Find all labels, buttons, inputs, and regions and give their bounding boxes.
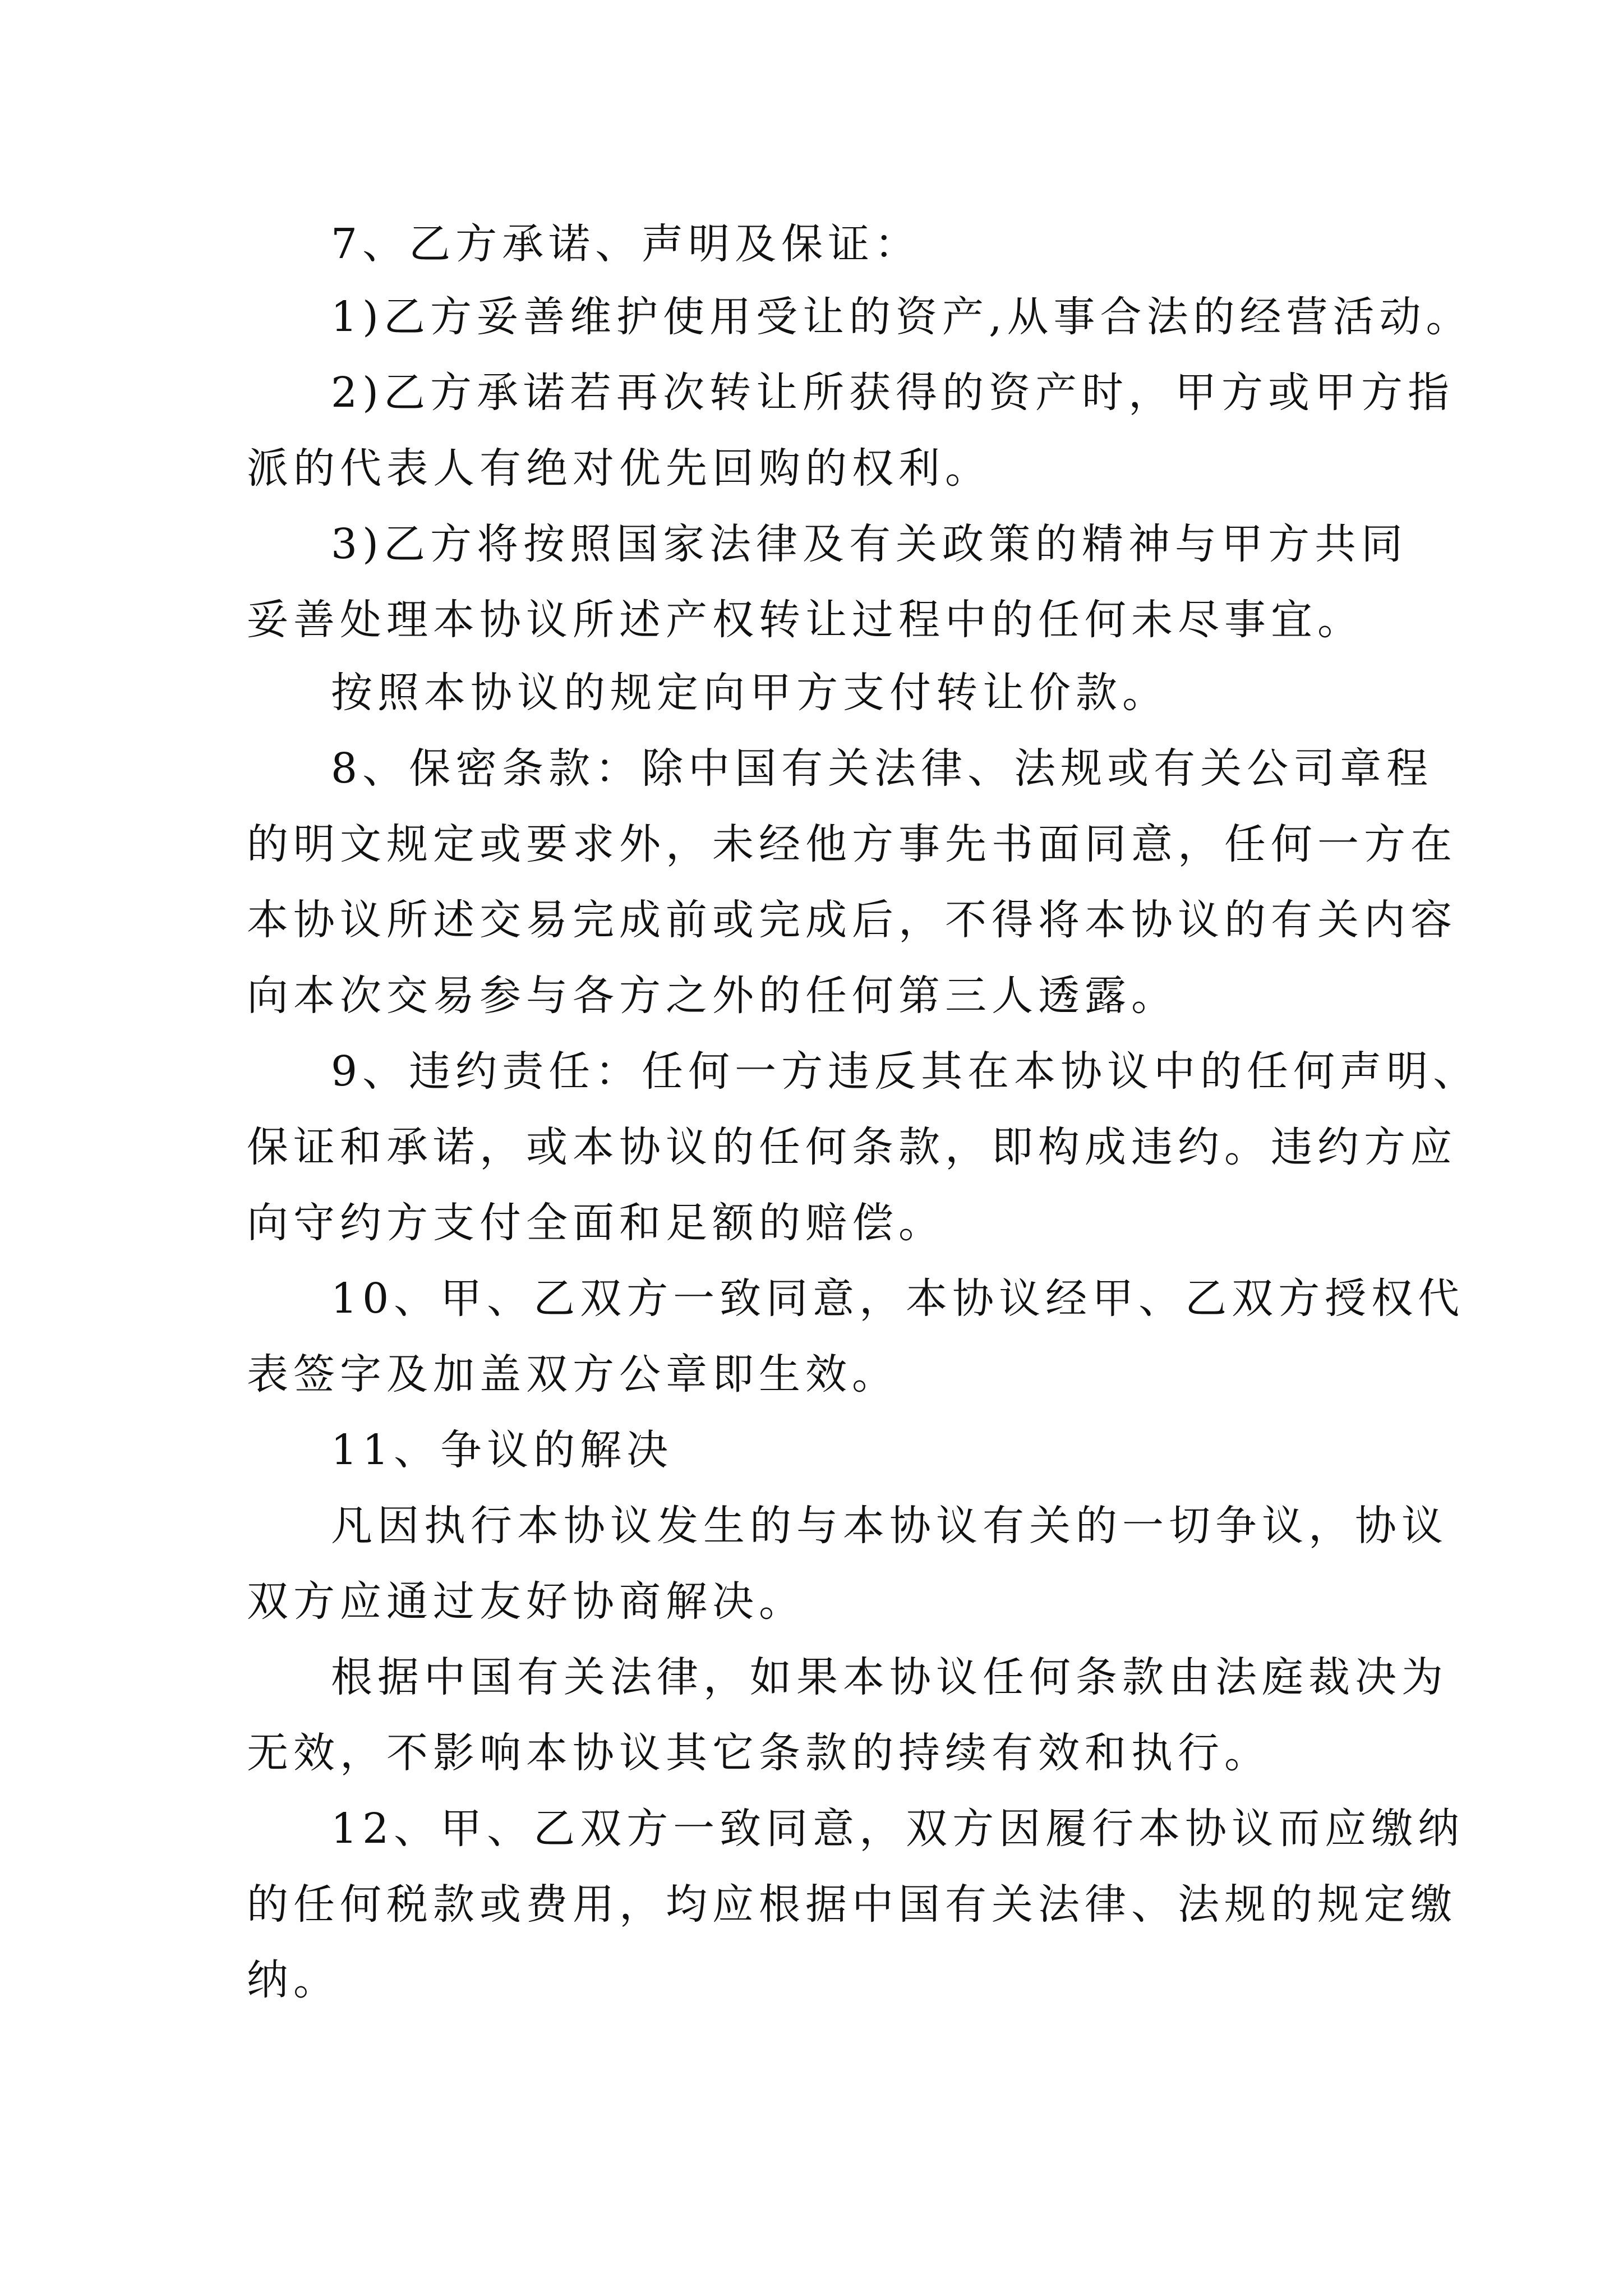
clause-11-heading: 11、争议的解决 <box>331 1426 674 1474</box>
clause-11-para-1-line-1: 凡因执行本协议发生的与本协议有关的一切争议，协议 <box>331 1502 1448 1550</box>
clause-11-para-1-line-2: 双方应通过友好协商解决。 <box>247 1577 805 1626</box>
clause-7-item-3-line-1: 3)乙方将按照国家法律及有关政策的精神与甲方共同 <box>331 520 1408 568</box>
clause-9-line-3: 向守约方支付全面和足额的赔偿。 <box>247 1199 945 1247</box>
clause-7-heading: 7、乙方承诺、声明及保证： <box>331 220 921 268</box>
clause-7-item-3-line-2: 妥善处理本协议所述产权转让过程中的任何未尽事宜。 <box>247 596 1364 644</box>
clause-8-line-4: 向本次交易参与各方之外的任何第三人透露。 <box>247 972 1178 1020</box>
clause-7-item-1: 1)乙方妥善维护使用受让的资产,从事合法的经营活动。 <box>331 293 1473 341</box>
clause-12-line-3: 纳。 <box>247 1956 340 2004</box>
payment-paragraph: 按照本协议的规定向甲方支付转让价款。 <box>331 669 1169 717</box>
clause-11-para-2-line-1: 根据中国有关法律，如果本协议任何条款由法庭裁决为 <box>331 1653 1448 1701</box>
clause-8-line-1: 8、保密条款：除中国有关法律、法规或有关公司章程 <box>331 744 1433 793</box>
clause-10-line-1: 10、甲、乙双方一致同意，本协议经甲、乙双方授权代 <box>331 1274 1465 1323</box>
clause-12-line-1: 12、甲、乙双方一致同意，双方因履行本协议而应缴纳 <box>331 1805 1465 1853</box>
clause-8-line-2: 的明文规定或要求外，未经他方事先书面同意，任何一方在 <box>247 820 1457 868</box>
clause-10-line-2: 表签字及加盖双方公章即生效。 <box>247 1350 898 1398</box>
clause-7-item-2-line-2: 派的代表人有绝对优先回购的权利。 <box>247 444 992 493</box>
clause-12-line-2: 的任何税款或费用，均应根据中国有关法律、法规的规定缴 <box>247 1880 1457 1929</box>
clause-11-para-2-line-2: 无效，不影响本协议其它条款的持续有效和执行。 <box>247 1729 1271 1777</box>
clause-8-line-3: 本协议所述交易完成前或完成后，不得将本协议的有关内容 <box>247 896 1457 944</box>
clause-7-item-2-line-1: 2)乙方承诺若再次转让所获得的资产时，甲方或甲方指 <box>331 369 1454 417</box>
clause-9-line-1: 9、违约责任：任何一方违反其在本协议中的任何声明、 <box>331 1047 1480 1096</box>
clause-9-line-2: 保证和承诺，或本协议的任何条款，即构成违约。违约方应 <box>247 1123 1457 1171</box>
